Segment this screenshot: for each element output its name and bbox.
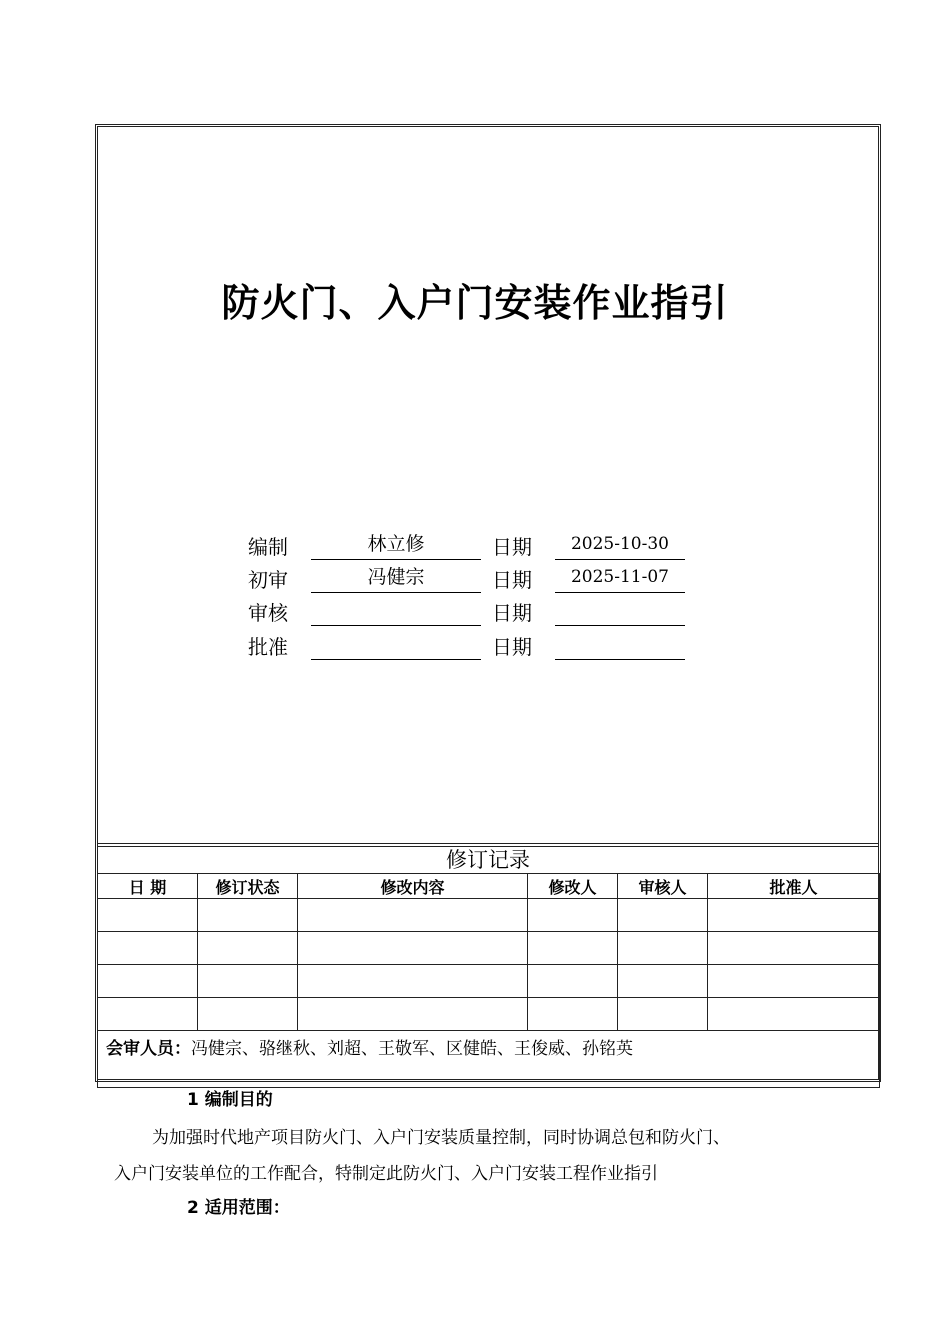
signoff-row-initial-review [248,562,688,592]
table-row [98,932,880,965]
signoff-date: 2025-10-30 [555,529,685,560]
signoff-name: 冯健宗 [311,562,481,593]
signoff-label: 编制 [248,535,288,559]
signoff-date-label: 日期 [492,635,532,659]
signoff-name [311,595,481,626]
reviewers-cell [98,1031,880,1088]
reviewers-list: 冯健宗、骆继秋、刘超、王敬军、区健皓、王俊威、孙铭英 [191,1039,633,1059]
signoff-label: 批准 [248,635,288,659]
signoff-date [555,595,685,626]
signoff-date [555,629,685,660]
signoff-date-label: 日期 [492,535,532,559]
section-1-paragraph-line-2: 入户门安装单位的工作配合，特制定此防火门、入户门安装工程作业指引 [114,1164,658,1184]
column-header-status: 修订状态 [198,874,298,899]
column-header-content: 修改内容 [298,874,528,899]
revision-header-row [98,874,880,899]
signoff-row-approve [248,629,688,659]
signoff-label: 初审 [248,568,288,592]
signoff-row-compile [248,529,688,559]
reviewers-row [98,1031,880,1088]
revision-title: 修订记录 [446,848,530,872]
reviewers-label: 会审人员： [106,1039,191,1059]
signoff-date-label: 日期 [492,568,532,592]
signoff-date: 2025-11-07 [555,562,685,593]
column-header-date: 日 期 [98,874,198,899]
signoff-name [311,629,481,660]
column-header-approver: 批准人 [708,874,880,899]
section-1-heading: 1 编制目的 [187,1090,273,1110]
revision-table [97,873,880,1088]
document-title: 防火门、入户门安装作业指引 [221,281,729,325]
table-row [98,965,880,998]
signoff-name: 林立修 [311,529,481,560]
table-row [98,998,880,1031]
table-row [98,899,880,932]
signoff-label: 审核 [248,601,288,625]
signoff-row-review [248,595,688,625]
section-1-paragraph-line-1: 为加强时代地产项目防火门、入户门安装质量控制，同时协调总包和防火门、 [152,1128,730,1148]
column-header-reviewer: 审核人 [618,874,708,899]
section-2-heading: 2 适用范围： [187,1198,290,1218]
column-header-modifier: 修改人 [528,874,618,899]
signoff-date-label: 日期 [492,601,532,625]
